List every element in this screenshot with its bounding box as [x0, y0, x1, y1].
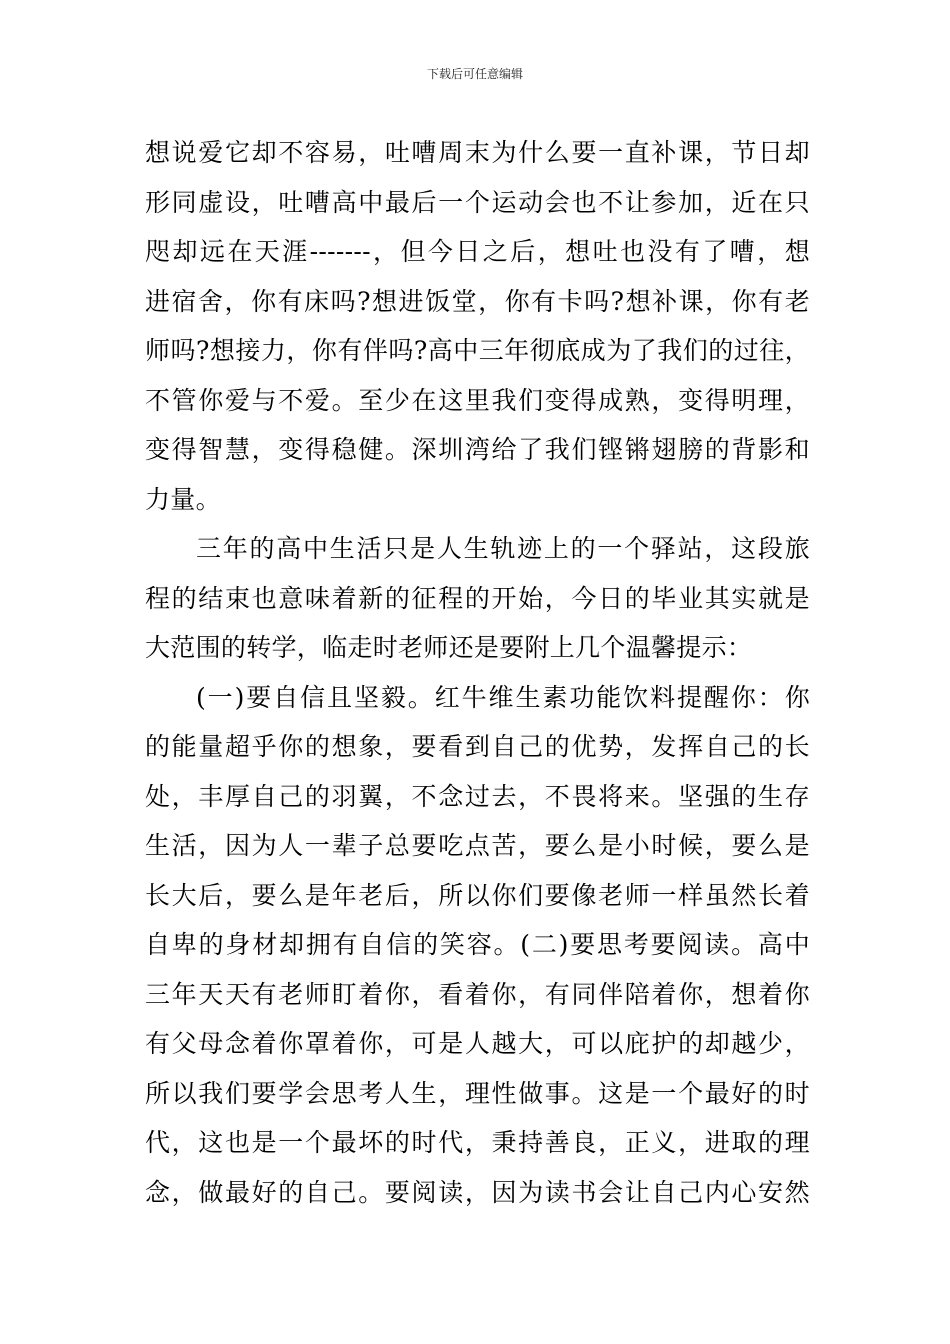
text-line: 生活，因为人一辈子总要吃点苦，要么是小时候，要么是: [145, 831, 810, 860]
text-line: 形同虚设，吐嘈高中最后一个运动会也不让参加，近在只: [145, 187, 810, 217]
text-line: 大范围的转学，临走时老师还是要附上几个温馨提示：: [145, 633, 753, 662]
text-line: 想说爱它却不容易，吐嘈周末为什么要一直补课，节日却: [145, 138, 810, 167]
text-line: 三年天天有老师盯着你，看着你，有同伴陪着你，想着你: [145, 979, 810, 1009]
text-line: 长大后，要么是年老后，所以你们要像老师一样虽然长着: [145, 880, 810, 910]
text-line: 咫却远在天涯-------，但今日之后，想吐也没有了嘈，想: [145, 237, 810, 266]
text-line: 自卑的身材却拥有自信的笑容。(二)要思考要阅读。高中: [145, 930, 810, 959]
text-line: 处，丰厚自己的羽翼，不念过去，不畏将来。坚强的生存: [145, 781, 810, 811]
text-line: (一)要自信且坚毅。红牛维生素功能饮料提醒你：你: [196, 682, 810, 712]
text-line: 三年的高中生活只是人生轨迹上的一个驿站，这段旅: [196, 534, 810, 563]
text-line: 变得智慧，变得稳健。深圳湾给了我们铿锵翅膀的背影和: [145, 435, 810, 464]
text-line: 程的结束也意味着新的征程的开始，今日的毕业其实就是: [145, 583, 810, 613]
page-header: 下载后可任意编辑: [426, 67, 523, 81]
text-line: 不管你爱与不爱。至少在这里我们变得成熟，变得明理，: [145, 385, 810, 415]
text-line: 进宿舍，你有床吗?想进饭堂，你有卡吗?想补课，你有老: [145, 286, 810, 316]
text-line: 力量。: [145, 484, 221, 514]
text-line: 所以我们要学会思考人生，理性做事。这是一个最好的时: [145, 1078, 810, 1108]
text-line: 的能量超乎你的想象，要看到自己的优势，发挥自己的长: [145, 732, 810, 761]
text-line: 代，这也是一个最坏的时代，秉持善良，正义，进取的理: [145, 1128, 810, 1157]
document-body: [145, 128, 810, 1217]
text-line: 有父母念着你罩着你，可是人越大，可以庇护的却越少，: [145, 1029, 810, 1058]
text-line: 师吗?想接力，你有伴吗?高中三年彻底成为了我们的过往，: [145, 336, 810, 365]
text-line: 念，做最好的自己。要阅读，因为读书会让自己内心安然: [145, 1177, 810, 1207]
